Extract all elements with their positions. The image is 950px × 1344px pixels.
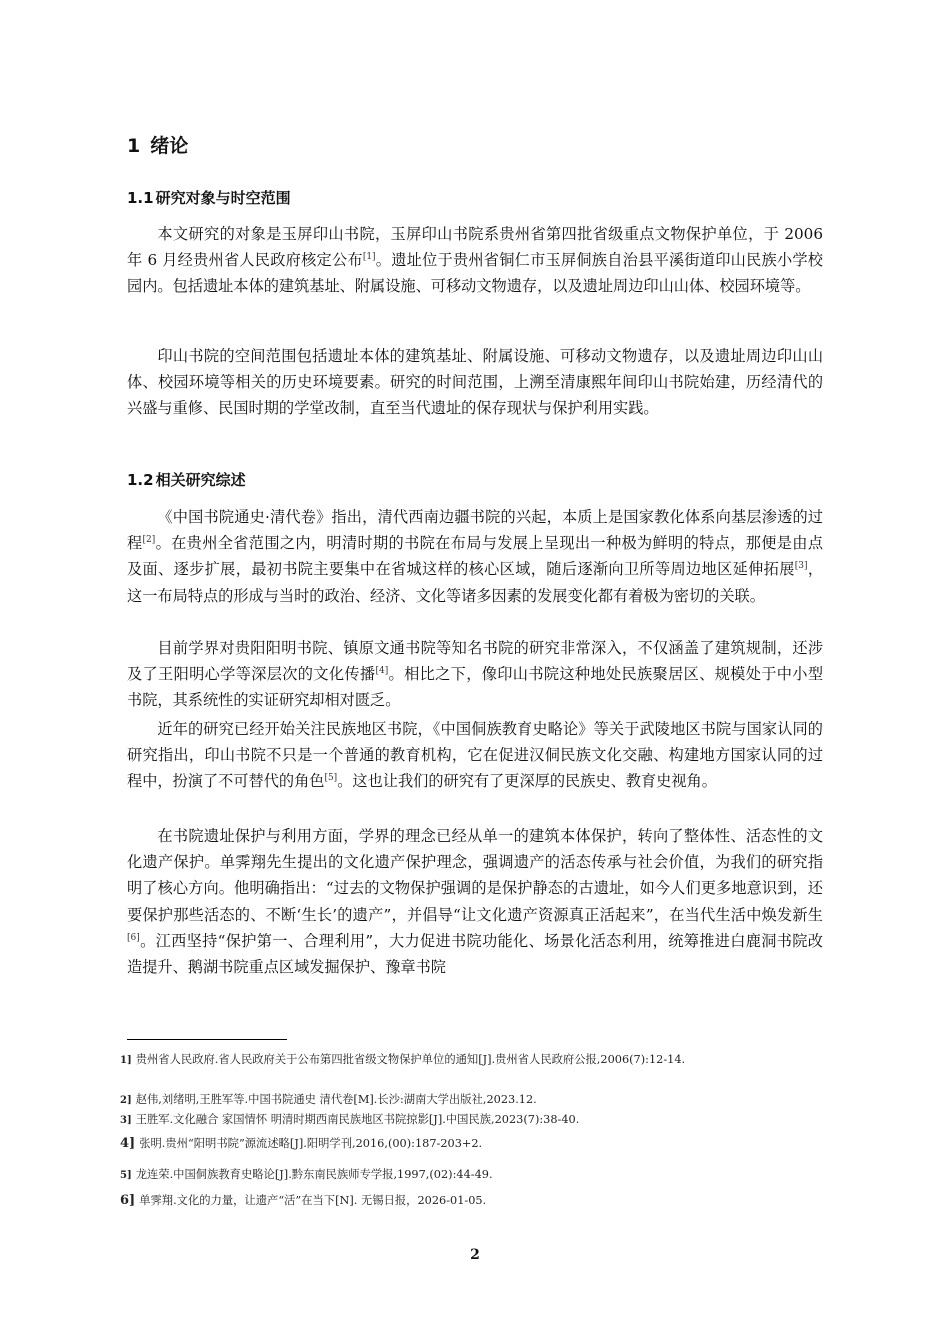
paragraph-1 <box>127 221 823 300</box>
text-run: 。在贵州全省范围之内，明清时期的书院在布局与发展上呈现出一种极为鲜明的特点，那便是由点及面、逐步扩展，最初书院主要集中在省城这样的核心区域，随后逐渐向卫所等周边地区延伸拓展 <box>127 534 824 579</box>
footnote-mark: 1] <box>120 1055 132 1066</box>
citation-5: [5] <box>324 773 338 784</box>
footnote-mark: 3] <box>120 1115 132 1126</box>
section-title: 相关研究综述 <box>155 471 246 489</box>
text-run: 。这也让我们的研究有了更深厚的民族史、教育史视角。 <box>337 772 717 791</box>
page-number: 2 <box>470 1247 480 1263</box>
section-number: 1.2 <box>127 471 154 489</box>
footnote-6 <box>120 1193 820 1209</box>
text-run: 在书院遗址保护与利用方面，学界的理念已经从单一的建筑本体保护，转向了整体性、活态性的文化遗产保护。单霁翔先生提出的文化遗产保护理念，强调遗产的活态传承与社会价值，为我们的研究指明了核心方向。他明确指出：“过去的文物保护强调的是保护静态的古遗址，如今人们更多地意识到，还要保护那些活态的、不断‘生长’的遗产”，并倡导“让文化遗产资源真正活起来”，在当代生活中焕发新生 <box>127 827 823 924</box>
chapter-heading <box>127 131 188 158</box>
footnote-1 <box>120 1052 820 1069</box>
text-run: 近年的研究已经开始关注民族地区书院，《中国侗族教育史略论》等关于武陵地区书院与国家认同的研究指出，印山书院不只是一个普通的教育机构，它在促进汉侗民族文化交融、构建地方国家认同的过程中，扮演了不可替代的角色 <box>127 720 823 791</box>
paragraph-4 <box>127 635 823 714</box>
footnote-4 <box>120 1136 820 1152</box>
citation-4: [4] <box>375 666 389 677</box>
text-run: 。遗址位于贵州省铜仁市玉屏侗族自治县平溪街道印山民族小学校园内。包括遗址本体的建筑基址、附属设施、可移动文物遗存，以及遗址周边印山山体、校园环境等。 <box>127 251 823 296</box>
footnote-2 <box>120 1092 820 1109</box>
paragraph-2 <box>127 343 823 422</box>
text-run: 。相比之下，像印山书院这种地处民族聚居区、规模处于中小型书院，其系统性的实证研究却相对匮乏。 <box>127 665 824 710</box>
footnote-text: 龙连荣.中国侗族教育史略论[J].黔东南民族师专学报,1997,(02):44-49. <box>135 1168 493 1181</box>
citation-6: [6] <box>127 932 140 943</box>
section-number: 1.1 <box>127 189 154 207</box>
footnote-3 <box>120 1112 820 1129</box>
footnote-separator <box>127 1039 287 1040</box>
text-run: 目前学界对贵阳阳明书院、镇原文通书院等知名书院的研究非常深入，不仅涵盖了建筑规制，还涉及了王阳明心学等深层次的文化传播 <box>127 639 823 684</box>
section-heading-1-2 <box>127 469 246 490</box>
section-heading-1-1 <box>127 187 291 208</box>
citation-3: [3] <box>794 561 808 572</box>
citation-1: [1] <box>362 252 376 263</box>
footnote-mark: 5] <box>120 1170 132 1181</box>
paragraph-3 <box>127 504 823 609</box>
text-run: ，这一布局特点的形成与当时的政治、经济、文化等诸多因素的发展变化都有着极为密切的关联。 <box>127 560 824 605</box>
footnote-text: 赵伟,刘绪明,王胜军等.中国书院通史 清代卷[M].长沙:湖南大学出版社,2023.12. <box>135 1093 537 1106</box>
text-run: 。江西坚持“保护第一、合理利用”，大力促进书院功能化、场景化活态利用，统筹推进白鹿洞书院改造提升、鹅湖书院重点区域发掘保护、豫章书院 <box>127 931 823 977</box>
section-title: 研究对象与时空范围 <box>155 189 291 207</box>
footnote-text: 王胜军.文化融合 家国情怀 明清时期西南民族地区书院掠影[J].中国民族,2023(7):38-40. <box>135 1113 580 1126</box>
footnote-mark: 4] <box>120 1136 136 1151</box>
footnote-mark: 6] <box>120 1193 136 1208</box>
text-run: 印山书院的空间范围包括遗址本体的建筑基址、附属设施、可移动文物遗存，以及遗址周边印山山体、校园环境等相关的历史环境要素。研究的时间范围，上溯至清康熙年间印山书院始建，历经清代的兴盛与重修、民国时期的学堂改制，直至当代遗址的保存现状与保护利用实践。 <box>127 347 823 418</box>
chapter-title: 绪论 <box>150 135 189 157</box>
footnote-text: 单霁翔.文化的力量，让遗产“活”在当下[N]. 无锡日报，2026-01-05. <box>139 1194 487 1207</box>
citation-2: [2] <box>142 535 156 546</box>
text-run: 本文研究的对象是玉屏印山书院，玉屏印山书院系贵州省第四批省级重点文物保护单位，于 2006 年 6 月经贵州省人民政府核定公布 <box>127 225 823 270</box>
paragraph-5 <box>127 716 823 795</box>
footnote-mark: 2] <box>120 1095 132 1106</box>
chapter-number: 1 <box>127 135 141 157</box>
text-run: 《中国书院通史·清代卷》指出，清代西南边疆书院的兴起，本质上是国家教化体系向基层渗透的过程 <box>127 508 823 553</box>
footnote-text: 张明.贵州“阳明书院”源流述略[J].阳明学刊,2016,(00):187-203+2. <box>139 1137 483 1150</box>
footnote-text: 贵州省人民政府.省人民政府关于公布第四批省级文物保护单位的通知[J].贵州省人民政府公报,2006(7):12-14. <box>135 1053 686 1066</box>
footnote-5 <box>120 1167 820 1184</box>
paragraph-6 <box>127 823 823 980</box>
